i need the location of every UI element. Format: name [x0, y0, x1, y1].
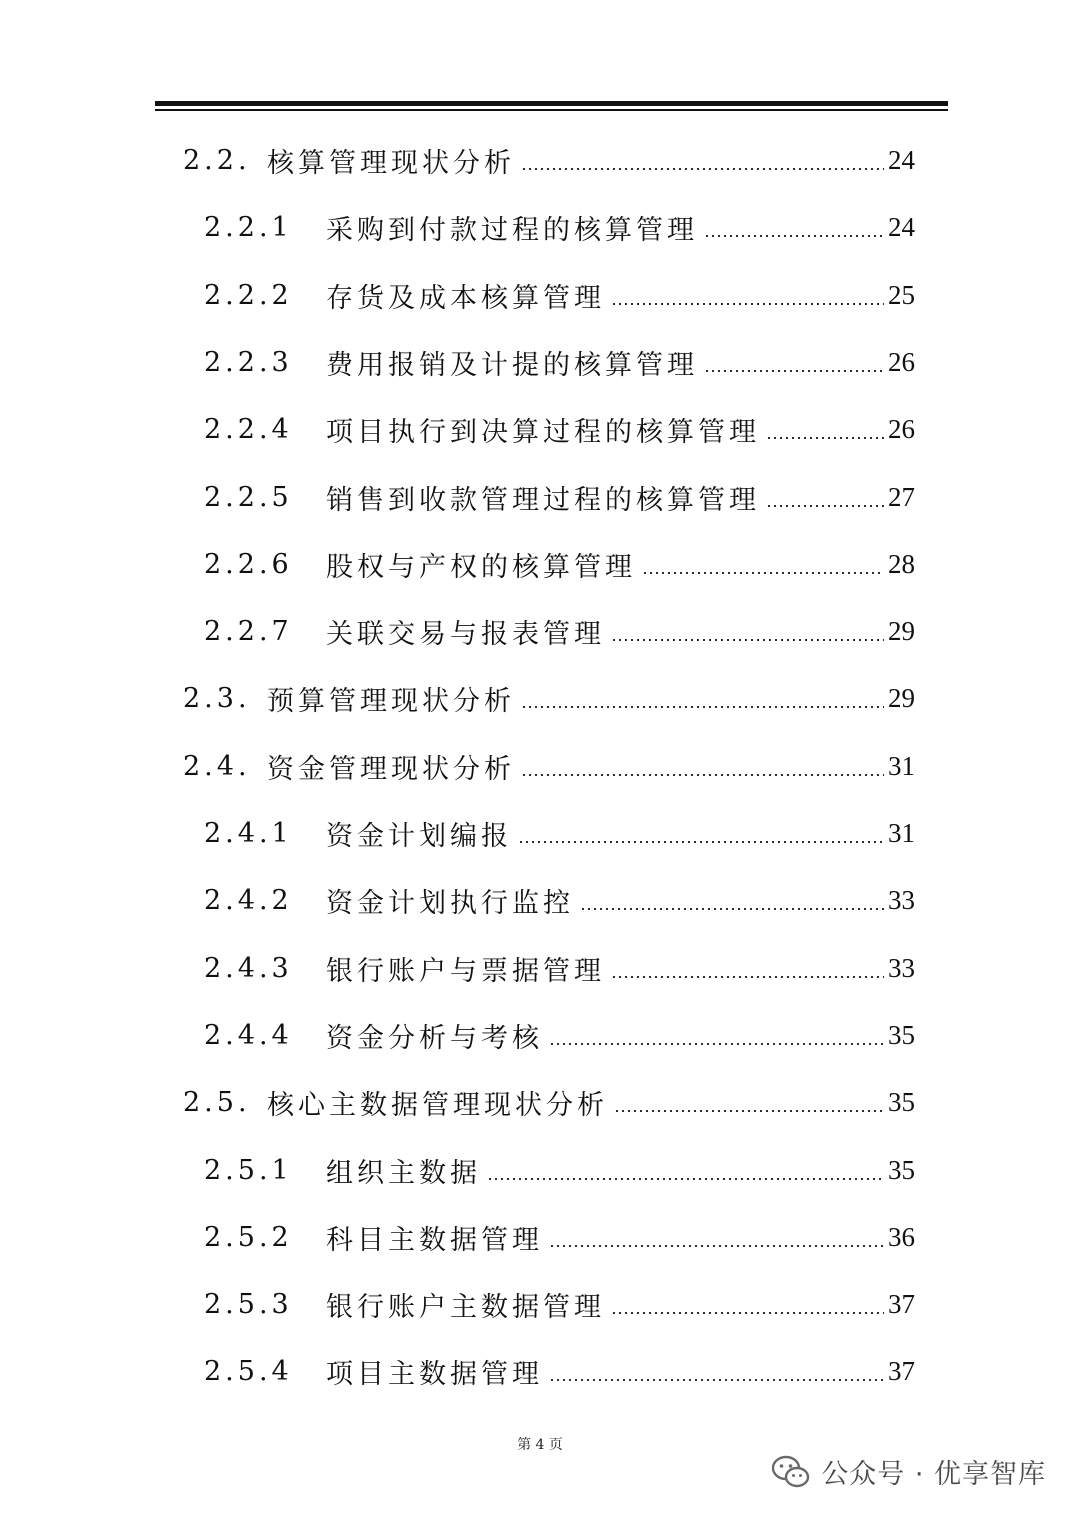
toc-entry-number: 2.4.3 — [204, 952, 293, 984]
toc-entry-page: 36 — [888, 1221, 915, 1252]
toc-entry[interactable] — [204, 207, 915, 247]
toc-entry-page: 28 — [888, 548, 915, 579]
toc-entry-number: 2.2.5 — [204, 481, 293, 513]
toc-entry-page: 24 — [888, 144, 915, 175]
toc-entry[interactable] — [183, 678, 915, 718]
toc-entry-number: 2.4.1 — [204, 817, 293, 849]
toc-entry-page: 29 — [888, 615, 915, 646]
toc-entry-number: 2.2. — [183, 144, 251, 176]
toc-dot-leader — [611, 1312, 884, 1314]
toc-entry[interactable] — [204, 880, 915, 920]
toc-dot-leader — [549, 1043, 884, 1045]
toc-entry-title: 项目执行到决算过程的核算管理 — [326, 416, 760, 448]
toc-entry-title: 预算管理现状分析 — [267, 685, 515, 717]
toc-dot-leader — [521, 774, 884, 776]
toc-dot-leader — [611, 976, 884, 978]
toc-entry[interactable] — [204, 611, 915, 651]
toc-dot-leader — [766, 437, 884, 439]
toc-entry-title: 资金管理现状分析 — [267, 753, 515, 785]
toc-entry-title: 核心主数据管理现状分析 — [267, 1089, 608, 1121]
toc-entry[interactable] — [204, 813, 915, 853]
toc-entry-number: 2.5. — [183, 1086, 251, 1118]
toc-entry-page: 29 — [888, 682, 915, 713]
toc-dot-leader — [580, 908, 884, 910]
toc-entry[interactable] — [183, 1082, 915, 1122]
toc-entry[interactable] — [204, 1150, 915, 1190]
toc-entry-page: 35 — [888, 1086, 915, 1117]
header-rule-thin — [155, 109, 948, 111]
toc-entry-title: 存货及成本核算管理 — [326, 282, 605, 314]
toc-dot-leader — [766, 505, 884, 507]
toc-entry-number: 2.3. — [183, 682, 251, 714]
toc-entry-title: 股权与产权的核算管理 — [326, 551, 636, 583]
toc-entry[interactable] — [204, 1351, 915, 1391]
toc-entry-page: 35 — [888, 1154, 915, 1185]
toc-entry-number: 2.5.4 — [204, 1355, 293, 1387]
wechat-icon — [771, 1455, 811, 1489]
toc-entry[interactable] — [204, 275, 915, 315]
toc-entry[interactable] — [204, 1217, 915, 1257]
toc-entry-number: 2.2.2 — [204, 279, 293, 311]
toc-entry-number: 2.4. — [183, 750, 251, 782]
toc-entry-title: 费用报销及计提的核算管理 — [326, 349, 698, 381]
toc-entry-number: 2.5.1 — [204, 1154, 293, 1186]
watermark-text: 公众号 · 优享智库 — [821, 1459, 1046, 1490]
toc-entry-title: 核算管理现状分析 — [267, 147, 515, 179]
toc-entry-title: 项目主数据管理 — [326, 1358, 543, 1390]
toc-entry-title: 资金分析与考核 — [326, 1022, 543, 1054]
toc-entry-page: 33 — [888, 884, 915, 915]
toc-entry-title: 销售到收款管理过程的核算管理 — [326, 484, 760, 516]
toc-entry[interactable] — [204, 342, 915, 382]
toc-entry[interactable] — [204, 948, 915, 988]
toc-dot-leader — [549, 1245, 884, 1247]
page-number-footer: 第 4 页 — [517, 1437, 563, 1453]
toc-entry[interactable] — [204, 1015, 915, 1055]
toc-entry[interactable] — [204, 1284, 915, 1324]
toc-dot-leader — [549, 1379, 884, 1381]
toc-dot-leader — [487, 1178, 884, 1180]
toc-entry-page: 26 — [888, 346, 915, 377]
toc-entry-page: 31 — [888, 817, 915, 848]
toc-entry-page: 33 — [888, 952, 915, 983]
toc-entry-page: 24 — [888, 211, 915, 242]
toc-dot-leader — [521, 168, 884, 170]
toc-entry[interactable] — [204, 409, 915, 449]
toc-entry[interactable] — [183, 140, 915, 180]
toc-dot-leader — [518, 841, 884, 843]
toc-entry-title: 银行账户主数据管理 — [326, 1291, 605, 1323]
toc-dot-leader — [611, 303, 884, 305]
toc-entry-number: 2.5.3 — [204, 1288, 293, 1320]
toc-entry-page: 27 — [888, 481, 915, 512]
toc-dot-leader — [521, 706, 884, 708]
toc-entry-page: 37 — [888, 1355, 915, 1386]
toc-entry-number: 2.4.2 — [204, 884, 293, 916]
watermark — [771, 1452, 1046, 1491]
toc-dot-leader — [642, 572, 884, 574]
toc-dot-leader — [611, 639, 884, 641]
toc-dot-leader — [704, 235, 884, 237]
toc-dot-leader — [614, 1110, 884, 1112]
toc-entry-number: 2.2.6 — [204, 548, 293, 580]
toc-entry-title: 科目主数据管理 — [326, 1224, 543, 1256]
toc-entry-page: 25 — [888, 279, 915, 310]
toc-entry-page: 35 — [888, 1019, 915, 1050]
toc-dot-leader — [704, 370, 884, 372]
toc-entry[interactable] — [204, 477, 915, 517]
toc-entry-page: 37 — [888, 1288, 915, 1319]
toc-entry-number: 2.2.1 — [204, 211, 293, 243]
header-rule-thick — [155, 101, 948, 106]
toc-entry-number: 2.4.4 — [204, 1019, 293, 1051]
toc-entry-title: 银行账户与票据管理 — [326, 955, 605, 987]
toc-entry-title: 资金计划编报 — [326, 820, 512, 852]
toc-entry-number: 2.5.2 — [204, 1221, 293, 1253]
toc-entry-number: 2.2.3 — [204, 346, 293, 378]
toc-entry[interactable] — [204, 544, 915, 584]
toc-entry-title: 采购到付款过程的核算管理 — [326, 214, 698, 246]
toc-entry[interactable] — [183, 746, 915, 786]
toc-entry-number: 2.2.4 — [204, 413, 293, 445]
toc-entry-number: 2.2.7 — [204, 615, 293, 647]
toc-entry-page: 26 — [888, 413, 915, 444]
toc-entry-title: 关联交易与报表管理 — [326, 618, 605, 650]
toc-entry-page: 31 — [888, 750, 915, 781]
toc-entry-title: 组织主数据 — [326, 1157, 481, 1189]
toc-entry-title: 资金计划执行监控 — [326, 887, 574, 919]
